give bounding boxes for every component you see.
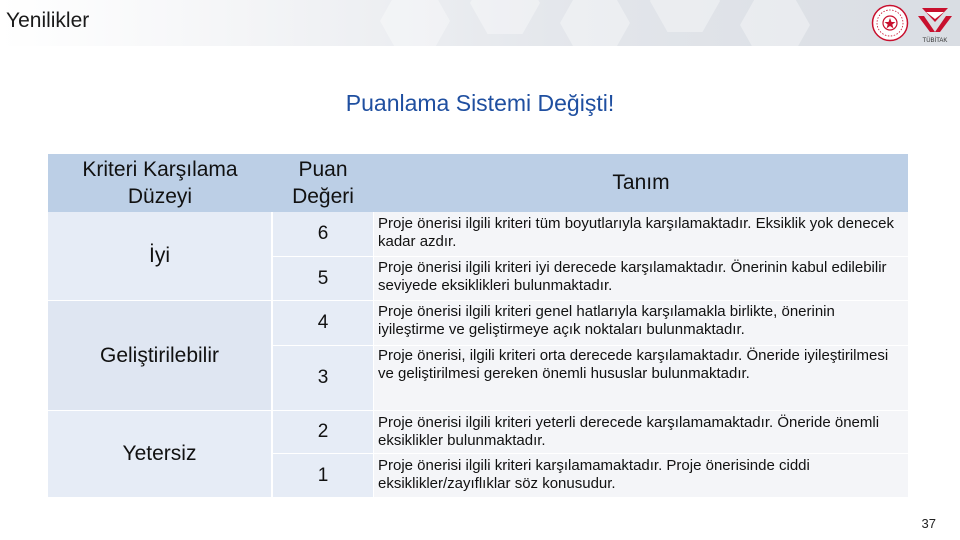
section-title: Yenilikler — [6, 9, 90, 32]
definition-text: Proje önerisi, ilgili kriteri orta derecede karşılamaktadır. Öneride iyileştirilmesi ve geliştirilmesi gereken önemli hususlar bulunmaktadır. — [378, 347, 889, 382]
score-cell: 6 — [273, 212, 373, 256]
level-cell-improvable: Geliştirilebilir — [48, 301, 271, 410]
column-header-level: Kriteri Karşılama Düzeyi — [48, 154, 272, 212]
hex-decoration — [650, 0, 720, 32]
level-cell-insufficient: Yetersiz — [48, 411, 271, 497]
definition-text: Proje önerisi ilgili kriteri yeterli derecede karşılamamaktadır. Öneride önemli eksiklikler bulunmaktadır. — [378, 414, 880, 449]
definition-cell — [374, 346, 908, 410]
column-header-score: Puan Değeri — [272, 154, 374, 212]
score-cell: 4 — [273, 301, 373, 345]
definition-cell — [374, 301, 908, 345]
score-cell: 1 — [273, 454, 373, 497]
score-cell: 2 — [273, 411, 373, 453]
slide-title: Puanlama Sistemi Değişti! — [345, 90, 615, 116]
score-cell: 5 — [273, 257, 373, 300]
hex-decoration — [380, 0, 450, 46]
header-bar — [0, 0, 960, 46]
definition-cell — [374, 411, 908, 453]
definition-cell — [374, 257, 908, 300]
page-number: 37 — [921, 516, 936, 531]
hex-decoration — [560, 0, 630, 46]
tubitak-logo — [914, 2, 956, 44]
definition-text: Proje önerisi ilgili kriteri genel hatlarıyla karşılamakla birlikte, önerinin iyileştirme ve geliştirmeye açık noktaları bulunmaktadır. — [378, 303, 835, 338]
hex-decoration — [470, 0, 540, 34]
definition-text: Proje önerisi ilgili kriteri tüm boyutlarıyla karşılamaktadır. Eksiklik yok denecek kadar azdır. — [378, 215, 895, 250]
definition-text: Proje önerisi ilgili kriteri iyi derecede karşılamaktadır. Önerinin kabul edilebilir seviyede eksiklikleri bulunmaktadır. — [378, 259, 887, 294]
definition-cell — [374, 454, 908, 497]
tubitak-logo-text: TÜBİTAK — [922, 38, 948, 44]
definition-text: Proje önerisi ilgili kriteri karşılamamaktadır. Proje önerisinde ciddi eksiklikler/zayıflıklar söz konusudur. — [378, 457, 810, 492]
government-seal-logo — [871, 4, 909, 42]
hex-decoration — [740, 0, 810, 46]
definition-cell — [374, 212, 908, 256]
column-header-definition: Tanım — [374, 154, 908, 212]
score-cell: 3 — [273, 346, 373, 410]
level-cell-good: İyi — [48, 212, 271, 300]
